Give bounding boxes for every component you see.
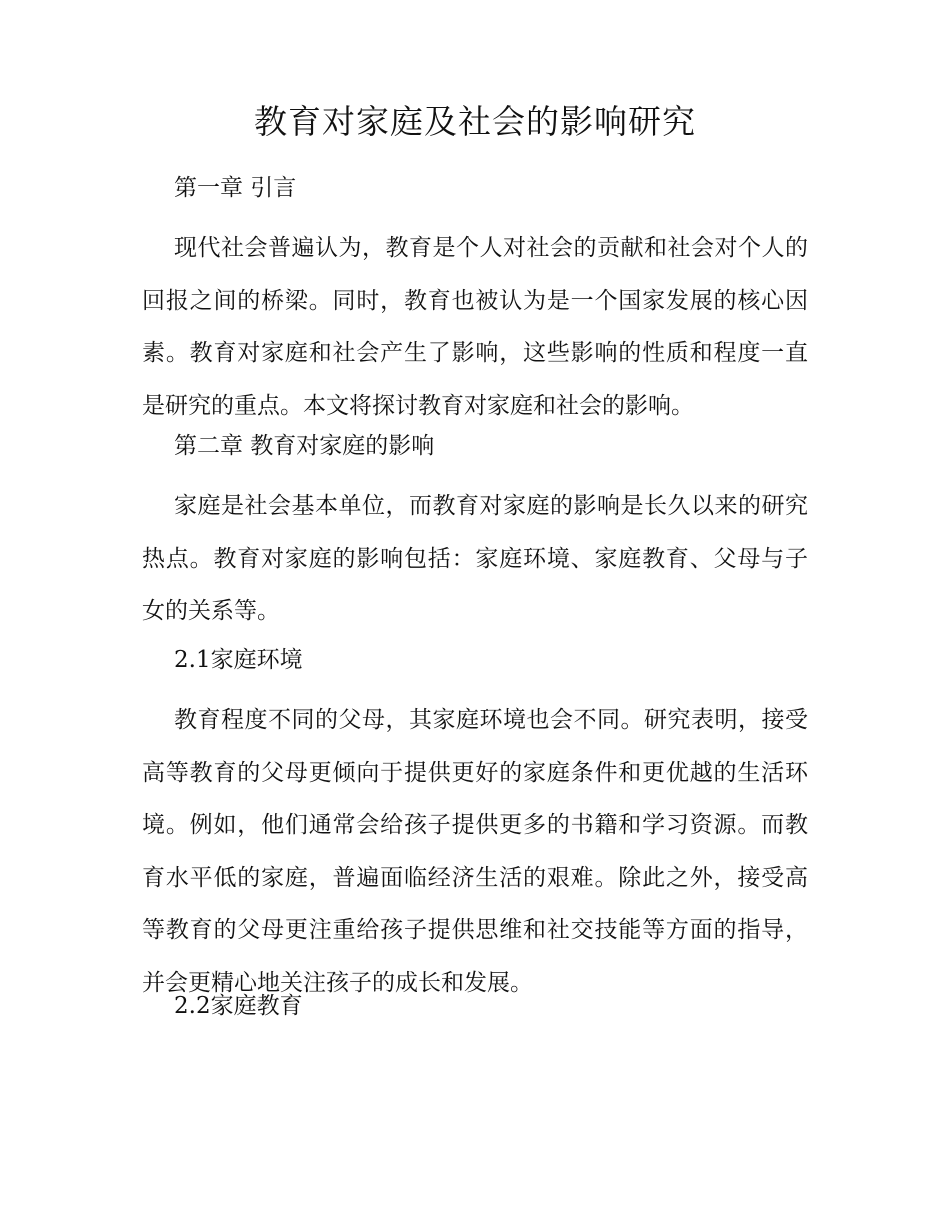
- intro-paragraph: [142, 222, 808, 432]
- chapter-1-heading: 第一章 引言: [174, 175, 297, 201]
- chapter-2-heading: 第二章 教育对家庭的影响: [174, 433, 435, 459]
- family-paragraph-text: 家庭是社会基本单位，而教育对家庭的影响是长久以来的研究热点。教育对家庭的影响包括：家庭环境、家庭教育、父母与子女的关系等。: [142, 493, 808, 624]
- environment-paragraph: [142, 694, 808, 1009]
- document-title: 教育对家庭及社会的影响研究: [254, 102, 696, 141]
- intro-paragraph-text: 现代社会普遍认为，教育是个人对社会的贡献和社会对个人的回报之间的桥梁。同时，教育也被认为是一个国家发展的核心因素。教育对家庭和社会产生了影响，这些影响的性质和程度一直是研究的重点。本文将探讨教育对家庭和社会的影响。: [142, 235, 808, 419]
- section-2-1-heading: 2.1家庭环境: [174, 647, 303, 673]
- family-paragraph: [142, 480, 808, 638]
- environment-paragraph-text: 教育程度不同的父母，其家庭环境也会不同。研究表明，接受高等教育的父母更倾向于提供更好的家庭条件和更优越的生活环境。例如，他们通常会给孩子提供更多的书籍和学习资源。而教育水平低的家庭，普遍面临经济生活的艰难。除此之外，接受高等教育的父母更注重给孩子提供思维和社交技能等方面的指导，并会更精心地关注孩子的成长和发展。: [142, 707, 808, 996]
- section-2-2-heading: 2.2家庭教育: [174, 993, 303, 1019]
